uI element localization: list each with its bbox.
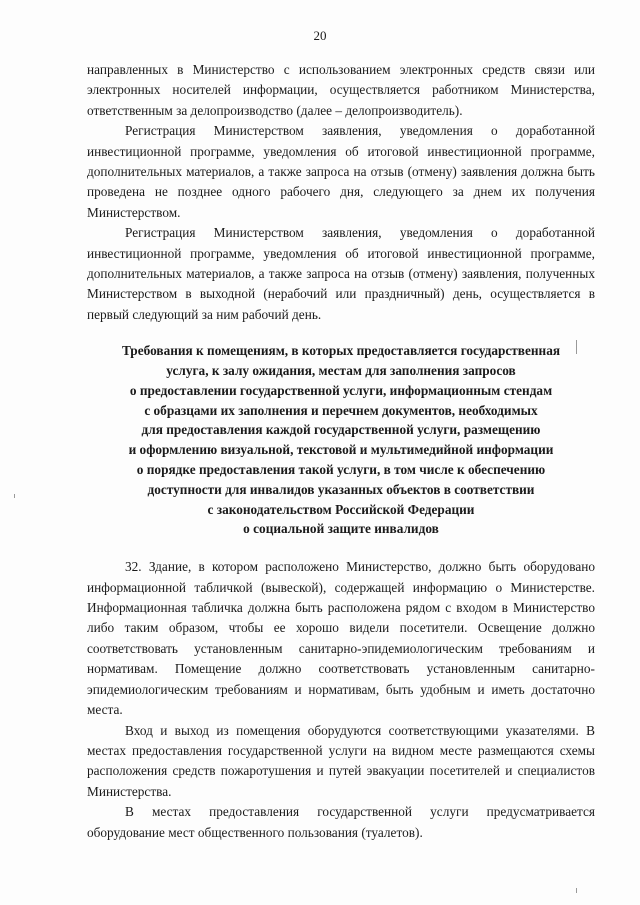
heading-line: с законодательством Российской Федерации	[207, 501, 475, 517]
paragraph-continuation: направленных в Министерство с использованием электронных средств связи или электронных носителей информации, осуществляется работником Министерства, ответственным за делопроизводство (далее – делопроизводитель).	[87, 62, 595, 118]
paragraph-registration-deadline: Регистрация Министерством заявления, уведомления о доработанной инвестиционной программе, уведомления об итоговой инвестиционной программе, дополнительных материалов, а также запроса на отзыв (отмену) заявления должна быть проведена не позднее одного рабочего дня, следующего за днем их получения Министерством.	[87, 123, 595, 220]
paragraph-registration-holiday: Регистрация Министерством заявления, уведомления о доработанной инвестиционной программе, уведомления об итоговой инвестиционной программе, дополнительных материалов, а также запроса на отзыв (отмену) заявления, полученных Министерством в выходной (нерабочий или праздничный) день, осуществляется в первый следующий за ним рабочий день.	[87, 225, 595, 322]
heading-line: с образцами их заполнения и перечнем документов, необходимых	[144, 402, 538, 418]
heading-line: Требования к помещениям, в которых предоставляется государственная	[121, 343, 561, 359]
heading-line: о социальной защите инвалидов	[243, 521, 439, 537]
paragraph-restrooms: В местах предоставления государственной услуги предусматривается оборудование мест общественного пользования (туалетов).	[87, 804, 595, 840]
heading-line: и оформлению визуальной, текстовой и мультимедийной информации	[128, 442, 554, 458]
heading-line: доступности для инвалидов указанных объектов в соответствии	[147, 481, 535, 497]
heading-line: о порядке предоставления такой услуги, в том числе к обеспечению	[136, 462, 546, 478]
scan-artifact-mark	[576, 340, 577, 354]
heading-line: услуга, к залу ожидания, местам для заполнения запросов	[166, 363, 516, 379]
document-body	[87, 60, 595, 843]
page-number: 20	[313, 28, 327, 43]
paragraph-item-32: 32. Здание, в котором расположено Министерство, должно быть оборудовано информационной табличкой (вывеской), содержащей информацию о Министерстве. Информационная табличка должна быть расположена рядом с входом в Министерство либо таким образом, чтобы ее хорошо видели посетители. Освещение должно соответствовать установленным санитарно-эпидемиологическим требованиям и нормативам. Помещение должно соответствовать установленным санитарно-эпидемиологическим требованиям и нормативам, быть удобным и иметь достаточно места.	[87, 559, 595, 718]
section-heading	[87, 341, 595, 539]
heading-line: о предоставлении государственной услуги, информационным стендам	[129, 382, 553, 398]
scan-artifact-mark	[576, 888, 577, 893]
scan-artifact-mark	[14, 494, 15, 498]
heading-line: для предоставления каждой государственной услуги, размещению	[141, 422, 541, 438]
paragraph-entrance-exit: Вход и выход из помещения оборудуются соответствующими указателями. В местах предоставления государственной услуги на видном месте размещаются схемы расположения средств пожаротушения и путей эвакуации посетителей и специалистов Министерства.	[87, 722, 595, 799]
